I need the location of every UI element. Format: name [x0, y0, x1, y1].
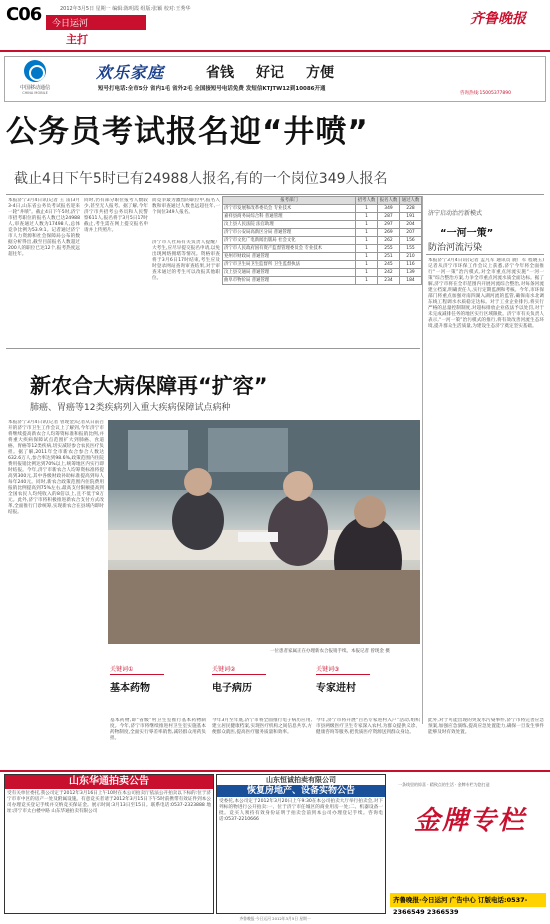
header-divider — [0, 50, 550, 52]
section-label: 今日运河 — [46, 15, 146, 30]
property-ad-body: 受委托,本公司定于2012年3月20日上午9:30在本公司拍卖大厅举行拍卖会,对下列标的物进行公开拍卖:一、位于济宁市任城区的商业用房一处;二、机器设备一批。竞买人须持有效身份证明于拍卖会前到本公司办理登记手续。咨询电话:0537-2210666 — [219, 799, 383, 822]
page-number: C06 — [6, 4, 42, 25]
banner-hotline: 咨询热线:15005377890 — [460, 91, 512, 96]
header-meta: 2012年3月5日 星期一 编辑:陈明霞 组版:张颖 校对:王秀华 — [60, 6, 191, 12]
table-cell: 1 — [356, 221, 378, 229]
right-story-subtitle: 防治河流污染 — [428, 243, 483, 253]
table-cell: 济宁市文化广电新闻出版局 社会文化 — [223, 237, 356, 245]
keyword-body: 今年,济宁市将开展“百名专家进村入户”活动,组织市县两级医疗卫生专家深入农村,为群众提供义诊、健康咨询等服务,把优质医疗资源送到群众身边。 — [316, 718, 420, 735]
keyword-body: 今年3月至年底,济宁市将全面推行电子病历应用,建立居民健康档案,实现医疗机构之间信息共享,方便群众就医,提高医疗服务质量和效率。 — [212, 718, 312, 735]
story1-column-3b: 济宁市人社局有关负责人提醒广大考生,应尽早提交报名申请,以免出现网络拥堵等情况。资格审查将于3月6日17时结束,考生应及时登录网站查询审查结果,对于审查未通过的考生可以改报其他职位。 — [152, 240, 220, 281]
table-row — [223, 261, 422, 269]
keyword-tag: 关键词① — [110, 664, 164, 675]
table-cell: 济宁市公安局高新区分局 普通管理 — [223, 229, 356, 237]
table-cell: 207 — [400, 229, 422, 237]
table-cell: 349 — [378, 205, 400, 213]
keyword-title: 电子病历 — [212, 683, 252, 694]
table-cell: 155 — [400, 245, 422, 253]
keyword-body: 基本药物,即“省级”村卫生室推行基本药物制度。今年,济宁市将继续推进村卫生室实施基本药物制度,全面实行零差率销售,减轻群众用药负担。 — [110, 718, 206, 741]
table-cell: 1 — [356, 253, 378, 261]
newspaper-brand: 齐鲁晚报 — [470, 11, 526, 27]
operator-name: 中国移动通信 — [19, 85, 50, 91]
ads-divider — [0, 770, 550, 772]
story1-column-1: 本报济宁3月4日讯(记者 王 雷)3月3-4日,山东省公务员考试报名迎来一轮“井喷”。截止4日下午5时,济宁市招考职位的报名人数已达24988人,审查通过人数为17498人,总体竞争比例为53.9:1。记者通过济宁市人力资源和社会保障局公布的数据分析得出,截至目前报名人数超过200人的职位已达12个,报考热度远超往年。 — [8, 198, 80, 257]
table-cell: 269 — [378, 229, 400, 237]
applicants-table — [222, 196, 422, 285]
table-cell: 兖州市财政局 普通管理 — [223, 253, 356, 261]
main-subhead: 截止4日下午5时已有24988人报名,有的一个岗位349人报名 — [14, 171, 388, 187]
operator-name-en: CHINA MOBILE — [22, 91, 48, 95]
table-cell: 234 — [378, 277, 400, 285]
table-cell: 191 — [400, 213, 422, 221]
banner-subtext: 短号打电话:全市5分 省内1毛 省外2毛 全国接短号电话免费 发短信KTJTW12到10086开通 — [98, 86, 326, 92]
table-cell: 济宁市人民政府国有资产监督管理委员会 专业技术 — [223, 245, 356, 253]
table-row — [223, 277, 422, 285]
table-header: 通过人数 — [400, 197, 422, 205]
table-cell: 156 — [400, 237, 422, 245]
table-row — [223, 205, 422, 213]
china-mobile-icon — [24, 60, 46, 82]
table-cell: 184 — [400, 277, 422, 285]
right-story-body: 本报济宁3月4日讯(记者 孟凡军 通讯员 鹿广军 程晓玉)记者从济宁市环保工作会议上获悉,济宁今年将全面推行“一河一策”治污模式,对全市重点河流实施“一河一策”综合整治方案,力争全市重点河流水质全面达标。据了解,济宁市将在全市范围内开展河流综合整治,对每条河流建立档案,明确责任人,实行定期监测和考核。今年,市环保部门将重点加强对南四湖入湖河流的监管,确保南水北调东线工程调水水质稳定达标。对于工业企业排污,将实行严格的总量控制制度,对超标排放企业依法予以处罚,对于未完成减排任务的地区实行区域限批。济宁市有关负责人表示,“一河一策”治污模式的推行,将有效改善河流生态环境,提升群众生活质量,为建设生态济宁奠定坚实基础。 — [428, 258, 544, 329]
photo-caption: 一位患者家属正在办理新农合报销手续。本报记者 曾现金 摄 — [270, 649, 390, 654]
table-cell: 1 — [356, 245, 378, 253]
table-cell: 嘉祥县商务局综合科 普通管理 — [223, 213, 356, 221]
table-cell: 济宁市卫生局卫生监督所 卫生监督执法 — [223, 261, 356, 269]
table-row — [223, 237, 422, 245]
ad-contact-bar: 齐鲁晚报·今日运河 广告中心 订版电话:0537-2366549 2366539 — [390, 893, 546, 907]
table-row — [223, 245, 422, 253]
table-cell: 262 — [378, 237, 400, 245]
table-header: 报名人数 — [378, 197, 400, 205]
table-cell: 210 — [400, 253, 422, 261]
table-cell: 228 — [400, 205, 422, 213]
table-cell: 汶上县人民法院 法官助理 — [223, 221, 356, 229]
table-cell: 济宁市发展和改革委员会 专业技术 — [223, 205, 356, 213]
news-photo — [108, 420, 420, 644]
divider — [426, 254, 544, 255]
right-story-title: “一河一策” — [440, 228, 494, 239]
keyword-tag: 关键词③ — [316, 664, 370, 675]
table-cell: 1 — [356, 237, 378, 245]
banner-word: 方便 — [306, 65, 334, 81]
keyword-tag: 关键词② — [212, 664, 266, 675]
divider — [6, 194, 544, 195]
table-cell: 204 — [400, 221, 422, 229]
banner-title: 欢乐家庭 — [96, 63, 165, 82]
table-cell: 1 — [356, 269, 378, 277]
table-cell: 汶上县交通局 普通管理 — [223, 269, 356, 277]
table-row — [223, 221, 422, 229]
story1-column-3a: 而竞争最为激烈的职位中,报名人数和审查通过人数也远超往年,一个岗位349人报名。 — [152, 198, 220, 215]
banner-word: 省钱 — [206, 65, 234, 81]
table-cell: 245 — [378, 261, 400, 269]
table-cell: 251 — [378, 253, 400, 261]
page-footer: 齐鲁晚报·今日运河 2012年3月5日 星期一 — [239, 916, 311, 921]
story1-column-2: 同时,仍有部分职位报考人数较少,甚至无人报考。据了解,今年济宁市共招考公务员和人民警察611人,报名将于3月5日17时截止,考生需在网上提交报名申请并上传照片。 — [84, 198, 148, 233]
story2-column-1: 本报济宁3月4日讯(记者 曾现金)记者从日前召开的济宁市卫生工作会议上了解到,今年济宁市将继续提高新农合人均筹资标准和报销比例,并将重大疾病保障试点范围扩大到肺癌、食道癌、胃癌等12类疾病,切实减轻参合农民医疗负担。据了解,2011年全市新农合参合人数达632.6万人,参合率达到98.6%,政策范围内住院费用报销比例达到70%以上,统筹地区内实行即时结报。今年,济宁市新农合人均筹资标准将提高到300元,其中各级财政补助标准提高到每人每年240元。同时,新农合政策范围内住院费用报销比例提高到75%左右,最高支付限额提高到全国农民人均纯收入的8倍以上,且不低于8万元。此外,济宁市将积极推进新农合支付方式改革,全面推行门诊统筹,实现新农合在县域内即时结报。 — [8, 420, 104, 515]
auction-ad-body: 受有关单位委托,我公司定于2012年3月16日上午10时在本公司拍卖厅依法公开拍卖以下标的:位于济宁市市中区的房产一处及附属设施。有意竞买者请于2012年3月15日下午5时前携带有效证件到本公司办理竞买登记手续并交纳竞买保证金。展示时间:3月13日至15日。联系电话:0537-2323888 地址:济宁市太白楼中路 山东华通拍卖有限公司 — [7, 791, 211, 814]
property-ad-title: 恢复房地产、设备实物公告 — [217, 785, 385, 797]
table-cell: 255 — [378, 245, 400, 253]
story2-headline: 新农合大病保障再“扩容” — [30, 374, 268, 398]
column-label: 主打 — [66, 33, 88, 46]
column-divider — [422, 196, 423, 724]
table-header: 招考人数 — [356, 197, 378, 205]
gold-column-logo: 金牌专栏 — [414, 806, 527, 836]
right-story-kicker: 济宁启动治污新模式 — [428, 210, 483, 217]
table-cell: 1 — [356, 261, 378, 269]
story2-subhead: 肺癌、胃癌等12类疾病列入重大疾病保障试点病种 — [30, 403, 231, 413]
property-ad — [216, 774, 386, 914]
table-cell: 1 — [356, 277, 378, 285]
keyword-title: 专家进村 — [316, 683, 356, 694]
table-cell: 242 — [378, 269, 400, 277]
table-cell: 1 — [356, 205, 378, 213]
right-story-body-continued: 此外,对于可能出现的突发水污染事件,济宁市将完善应急预案,加强应急演练,提高应急处置能力,确保一旦发生事件能够及时有效处置。 — [428, 718, 544, 735]
photo-illustration — [108, 420, 420, 644]
table-cell: 曲阜市物价局 普通管理 — [223, 277, 356, 285]
table-header-row — [223, 197, 422, 205]
gold-column-slogan: 一条线里的惊喜 · 精致点的生活 · 金牌专栏为您打造 — [398, 782, 490, 787]
auction-ad — [4, 774, 214, 914]
table-row — [223, 253, 422, 261]
table-cell: 287 — [378, 213, 400, 221]
table-header: 报考部门 — [223, 197, 356, 205]
china-mobile-logo — [8, 60, 62, 98]
table-cell: 1 — [356, 213, 378, 221]
auction-ad-title: 山东华通拍卖公告 — [5, 775, 213, 789]
table-row — [223, 269, 422, 277]
keyword-title: 基本药物 — [110, 683, 150, 694]
table-cell: 139 — [400, 269, 422, 277]
table-cell: 297 — [378, 221, 400, 229]
table-cell: 116 — [400, 261, 422, 269]
main-headline: 公务员考试报名迎“井喷” — [6, 114, 369, 150]
property-ad-company: 山东恒诚拍卖有限公司 — [266, 776, 336, 784]
table-cell: 1 — [356, 229, 378, 237]
table-row — [223, 229, 422, 237]
table-row — [223, 213, 422, 221]
divider — [6, 348, 420, 349]
banner-word: 好记 — [256, 65, 284, 81]
